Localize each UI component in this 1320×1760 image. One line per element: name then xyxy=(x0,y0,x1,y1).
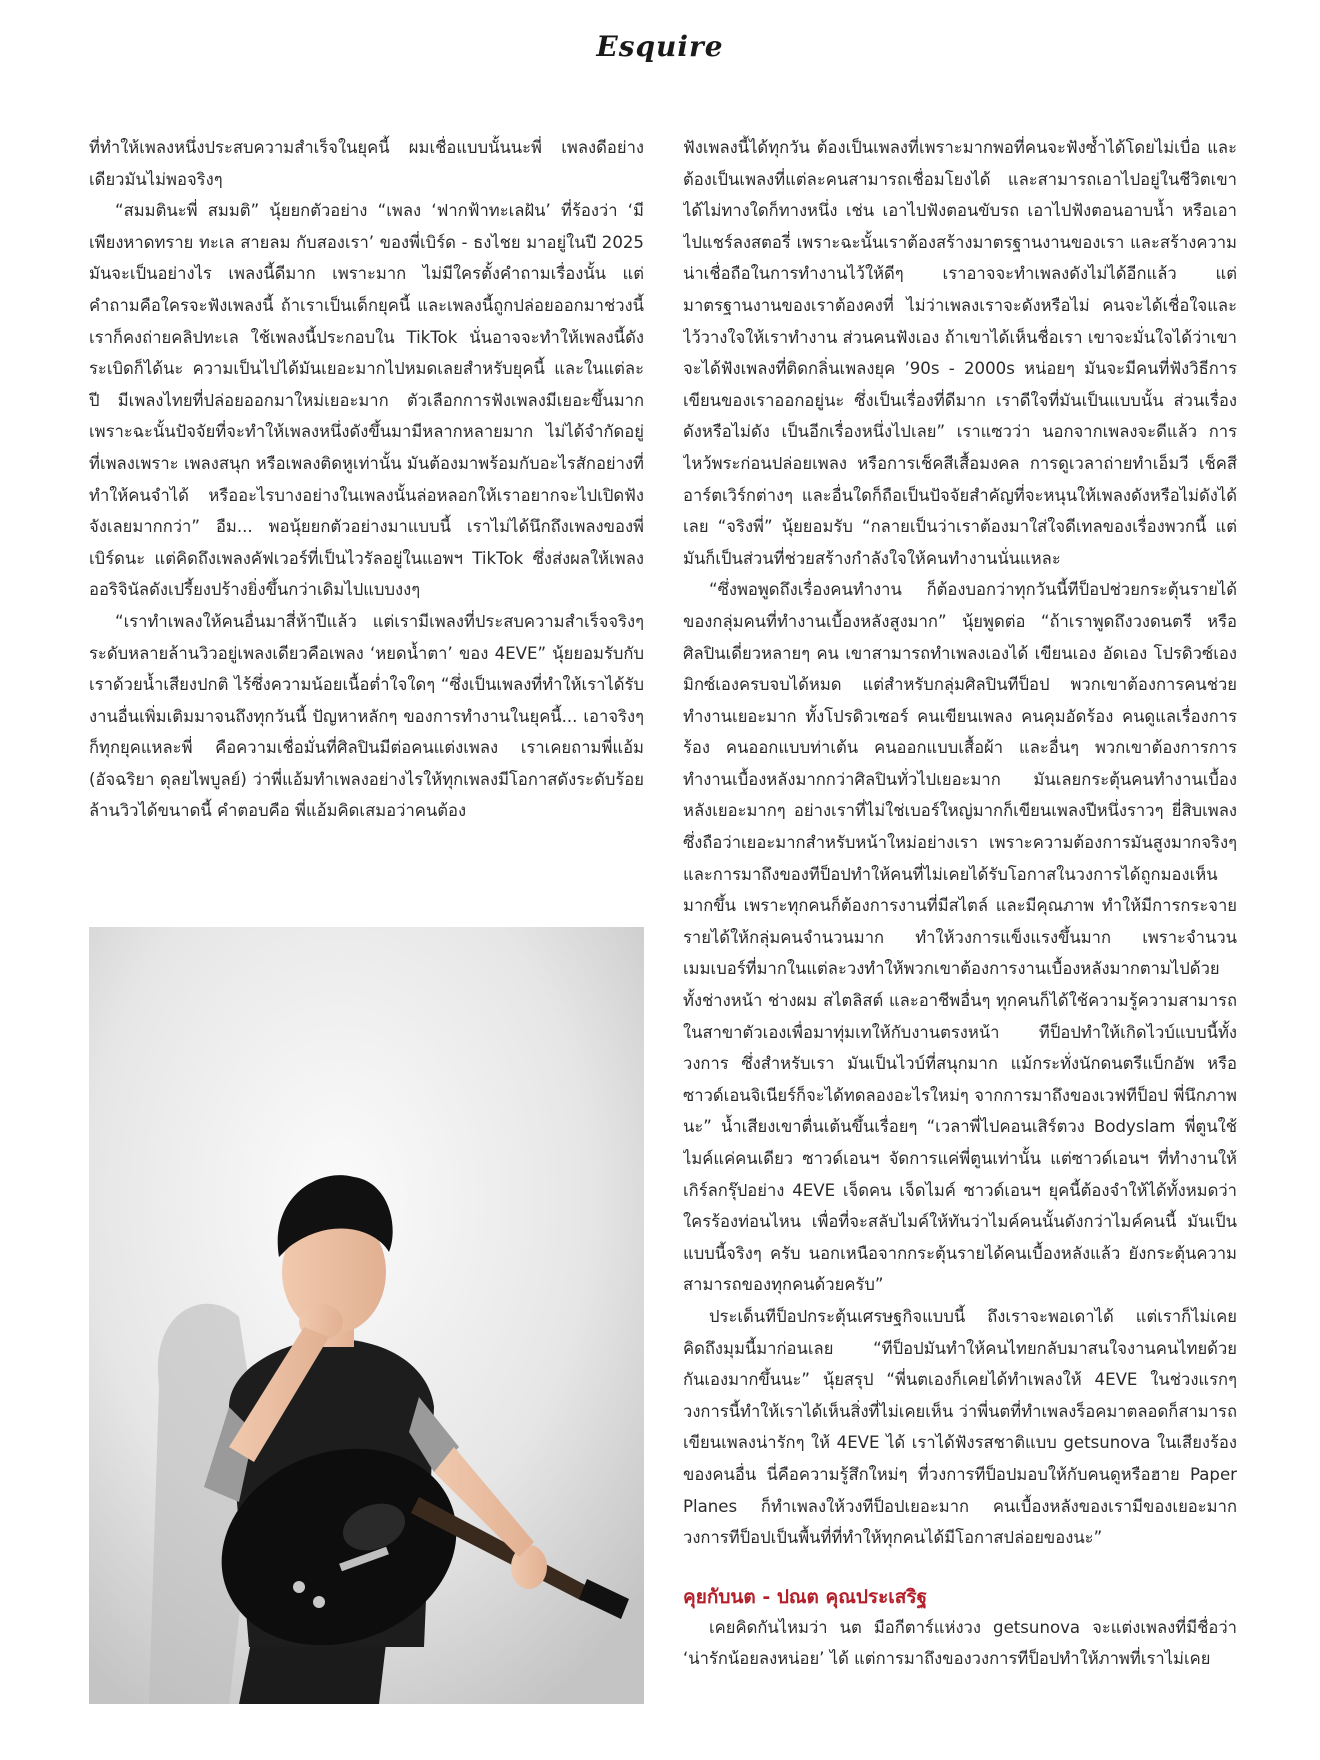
article-paragraph: ประเด็นทีป็อปกระตุ้นเศรษฐกิจแบบนี้ ถึงเราจะพอเดาได้ แต่เราก็ไม่เคยคิดถึงมุมนี้มาก่อนเลย “ทีป็อปมันทำให้คนไทยกลับมาสนใจงานคนไทยด้วยกันเองมากขึ้นนะ” นุ้ยสรุป “พี่นตเองก็เคยได้ทำเพลงให้ 4EVE ในช่วงแรกๆ วงการนี้ทำให้เราได้เห็นสิ่งที่ไม่เคยเห็น ว่าพี่นตที่ทำเพลงร็อคมาตลอดก็สามารถเขียนเพลงน่ารักๆ ให้ 4EVE ได้ เราได้ฟังรสชาติแบบ getsunova ในเสียงร้องของคนอื่น นี่คือความรู้สึกใหม่ๆ ที่วงการทีป็อปมอบให้กับคนดูหรือฮาย Paper Planes ก็ทำเพลงให้วงทีป็อปเยอะมาก คนเบื้องหลังของเรามีของเยอะมาก วงการทีป็อปเป็นพื้นที่ที่ทำให้ทุกคนได้มีโอกาสปล่อยของนะ” xyxy=(683,1306,1237,1548)
masthead-logo: Esquire xyxy=(596,30,724,63)
guitar-knob xyxy=(293,1581,305,1593)
article-paragraph: เคยคิดกันไหมว่า นต มือกีตาร์แห่งวง getsunova จะแต่งเพลงที่มีชื่อว่า ‘น่ารักน้อยลงหน่อย’ ได้ แต่การมาถึงของวงการทีป็อปทำให้ภาพที่เราไม่เคย xyxy=(683,1617,1237,1669)
article-paragraph: ที่ทำให้เพลงหนึ่งประสบความสำเร็จในยุคนี้ ผมเชื่อแบบนั้นนะพี่ เพลงดีอย่างเดียวมันไม่พอจริงๆ xyxy=(89,138,644,189)
article-paragraph: “เราทำเพลงให้คนอื่นมาสี่ห้าปีแล้ว แต่เรามีเพลงที่ประสบความสำเร็จจริงๆ ระดับหลายล้านวิวอยู่เพลงเดียวคือเพลง ‘หยดน้ำตา’ ของ 4EVE” นุ้ยยอมรับกับเราด้วยน้ำเสียงปกติ ไร้ซึ่งความน้อยเนื้อต่ำใจใดๆ “ซึ่งเป็นเพลงที่ทำให้เราได้รับงานอื่นเพิ่มเติมมาจนถึงทุกวันนี้ ปัญหาหลักๆ ของการทำงานในยุคนี้... เอาจริงๆ ก็ทุกยุคแหละพี่ คือความเชื่อมั่นที่ศิลปินมีต่อคนแต่งเพลง เราเคยถามพี่แอ้ม (อัจฉริยา ดุลยไพบูลย์) ว่าพี่แอ้มทำเพลงอย่างไรให้ทุกเพลงมีโอกาสดังระดับร้อยล้านวิวได้ขนาดนี้ คำตอบคือ พี่แอ้มคิดเสมอว่าคนต้อง xyxy=(89,611,644,821)
article-paragraph: “ซึ่งพอพูดถึงเรื่องคนทำงาน ก็ต้องบอกว่าทุกวันนี้ทีป็อปช่วยกระตุ้นรายได้ของกลุ่มคนที่ทำงานเบื้องหลังสูงมาก” นุ้ยพูดต่อ “ถ้าเราพูดถึงวงดนตรี หรือศิลปินเดี่ยวหลายๆ คน เขาสามารถทำเพลงเองได้ เขียนเอง อัดเอง โปรดิวซ์เอง มิกซ์เองครบจบได้หมด แต่สำหรับกลุ่มศิลปินทีป็อป พวกเขาต้องการคนช่วยทำงานเยอะมาก ทั้งโปรดิวเซอร์ คนเขียนเพลง คนคุมอัดร้อง คนดูแลเรื่องการร้อง คนออกแบบท่าเต้น คนออกแบบเสื้อผ้า และอื่นๆ พวกเขาต้องการการทำงานเบื้องหลังมากกว่าศิลปินทั่วไปเยอะมาก มันเลยกระตุ้นคนทำงานเบื้องหลังเยอะมากๆ อย่างเราที่ไม่ใช่เบอร์ใหญ่มากก็เขียนเพลงปีหนึ่งราวๆ ยี่สิบเพลง ซึ่งถือว่าเยอะมากสำหรับหน้าใหม่อย่างเรา เพราะความต้องการมันสูงมากจริงๆ และการมาถึงของทีป็อปทำให้คนที่ไม่เคยได้รับโอกาสในวงการได้ถูกมองเห็นมากขึ้น เพราะทุกคนก็ต้องการงานที่มีสไตล์ และมีคุณภาพ ทำให้มีการกระจายรายได้ให้กลุ่มคนจำนวนมาก ทำให้วงการแข็งแรงขึ้นมาก เพราะจำนวนเมมเบอร์ที่มากในแต่ละวงทำให้พวกเขาต้องการงานเบื้องหลังมากตามไปด้วย ทั้งช่างหน้า ช่างผม สไตลิสต์ และอาชีพอื่นๆ ทุกคนก็ได้ใช้ความรู้ความสามารถในสาขาตัวเองเพื่อมาทุ่มเทให้กับงานตรงหน้า ทีป็อปทำให้เกิดไวบ์แบบนี้ทั้งวงการ ซึ่งสำหรับเรา มันเป็นไวบ์ที่สนุกมาก แม้กระทั่งนักดนตรีแบ็กอัพ หรือซาวด์เอนจิเนียร์ก็จะได้ทดลองอะไรใหม่ๆ จากการมาถึงของเวฟทีป็อป พี่นึกภาพนะ” น้ำเสียงเขาตื่นเต้นขึ้นเรื่อยๆ “เวลาพี่ไปคอนเสิร์ตวง Bodyslam พี่ตูนใช้ไมค์แค่คนเดียว ซาวด์เอนฯ จัดการแค่พี่ตูนเท่านั้น แต่ซาวด์เอนฯ ที่ทำงานให้เกิร์ลกรุ๊ปอย่าง 4EVE เจ็ดคน เจ็ดไมค์ ซาวด์เอนฯ ยุคนี้ต้องจำให้ได้ทั้งหมดว่าใครร้องท่อนไหน เพื่อที่จะสลับไมค์ให้ทันว่าไมค์คนนั้นดังกว่าไมค์คนนี้ มันเป็นแบบนี้จริงๆ ครับ นอกเหนือจากกระตุ้นรายได้คนเบื้องหลังแล้ว ยังกระตุ้นความสามารถของทุกคนด้วยครับ” xyxy=(683,580,1237,1295)
guitarist-illustration xyxy=(89,927,644,1704)
article-paragraph: “สมมตินะพี่ สมมติ” นุ้ยยกตัวอย่าง “เพลง ‘ฟากฟ้าทะเลฝัน’ ที่ร้องว่า ‘มีเพียงหาดทราย ทะเล สายลม กับสองเรา’ ของพี่เบิร์ด - ธงไชย มาอยู่ในปี 2025 มันจะเป็นอย่างไร เพลงนี้ดีมาก เพราะมาก ไม่มีใครตั้งคำถามเรื่องนั้น แต่คำถามคือใครจะฟังเพลงนี้ ถ้าเราเป็นเด็กยุคนี้ และเพลงนี้ถูกปล่อยออกมาช่วงนี้ เราก็คงถ่ายคลิปทะเล ใช้เพลงนี้ประกอบใน TikTok นั่นอาจจะทำให้เพลงนี้ดังระเบิดก็ได้นะ ความเป็นไปได้มันเยอะมากไปหมดเลยสำหรับยุคนี้ และในแต่ละปี มีเพลงไทยที่ปล่อยออกมาใหม่เยอะมาก ตัวเลือกการฟังเพลงมีเยอะขึ้นมาก เพราะฉะนั้นปัจจัยที่จะทำให้เพลงหนึ่งดังขึ้นมามีหลากหลายมาก ไม่ได้จำกัดอยู่ที่เพลงเพราะ เพลงสนุก หรือเพลงติดหูเท่านั้น มันต้องมาพร้อมกับอะไรสักอย่างที่ทำให้คนจำได้ หรืออะไรบางอย่างในเพลงนั้นล่อหลอกให้เราอยากจะไปเปิดฟังจังเลยมากกว่า” อืม... พอนุ้ยยกตัวอย่างมาแบบนี้ เราไม่ได้นึกถึงเพลงของพี่เบิร์ดนะ แต่คิดถึงเพลงคัฟเวอร์ที่เป็นไวรัลอยู่ในแอพฯ TikTok ซึ่งส่งผลให้เพลงออริจินัลดังเปรี้ยงปร้างยิ่งขึ้นกว่าเดิมไปแบบงงๆ xyxy=(89,201,644,600)
article-right-column xyxy=(683,132,1237,1732)
portrait-photo xyxy=(89,927,644,1704)
article-left-column xyxy=(89,132,644,872)
article-paragraph: ฟังเพลงนี้ได้ทุกวัน ต้องเป็นเพลงที่เพราะมากพอที่คนจะฟังซ้ำได้โดยไม่เบื่อ และต้องเป็นเพลงที่แต่ละคนสามารถเชื่อมโยงได้ และสามารถเอาไปอยู่ในชีวิตเขาได้ไม่ทางใดก็ทางหนึ่ง เช่น เอาไปฟังตอนขับรถ เอาไปฟังตอนอาบน้ำ หรือเอาไปแชร์ลงสตอรี่ เพราะฉะนั้นเราต้องสร้างมาตรฐานงานของเรา และสร้างความน่าเชื่อถือในการทำงานไว้ให้ดีๆ เราอาจจะทำเพลงดังไม่ได้อีกแล้ว แต่มาตรฐานงานของเราต้องคงที่ ไม่ว่าเพลงเราจะดังหรือไม่ คนจะได้เชื่อใจและไว้วางใจให้เราทำงาน ส่วนคนฟังเอง ถ้าเขาได้เห็นชื่อเรา เขาจะมั่นใจได้ว่าเขาจะได้ฟังเพลงที่ติดกลิ่นเพลงยุค ’90s - 2000s หน่อยๆ มันจะมีคนที่ฟังวิธีการเขียนของเราออกอยู่นะ ซึ่งเป็นเรื่องที่ดีมาก เราดีใจที่มันเป็นแบบนั้น ส่วนเรื่องดังหรือไม่ดัง เป็นอีกเรื่องหนึ่งไปเลย” เราแซวว่า นอกจากเพลงจะดีแล้ว การไหว้พระก่อนปล่อยเพลง หรือการเช็คสีเสื้อมงคล การดูเวลาถ่ายทำเอ็มวี เช็คสีอาร์ตเวิร์กต่างๆ และอื่นใดก็ถือเป็นปัจจัยสำคัญที่จะหนุนให้เพลงดังหรือไม่ดังได้เลย “จริงพี่” นุ้ยยอมรับ “กลายเป็นว่าเราต้องมาใส่ใจดีเทลของเรื่องพวกนี้ แต่มันก็เป็นส่วนที่ช่วยสร้างกำลังใจให้คนทำงานนั่นแหละ xyxy=(683,138,1237,568)
guitar-knob xyxy=(313,1596,325,1608)
section-heading: คุยกับนต - ปณต คุณประเสริฐ xyxy=(683,1585,928,1608)
